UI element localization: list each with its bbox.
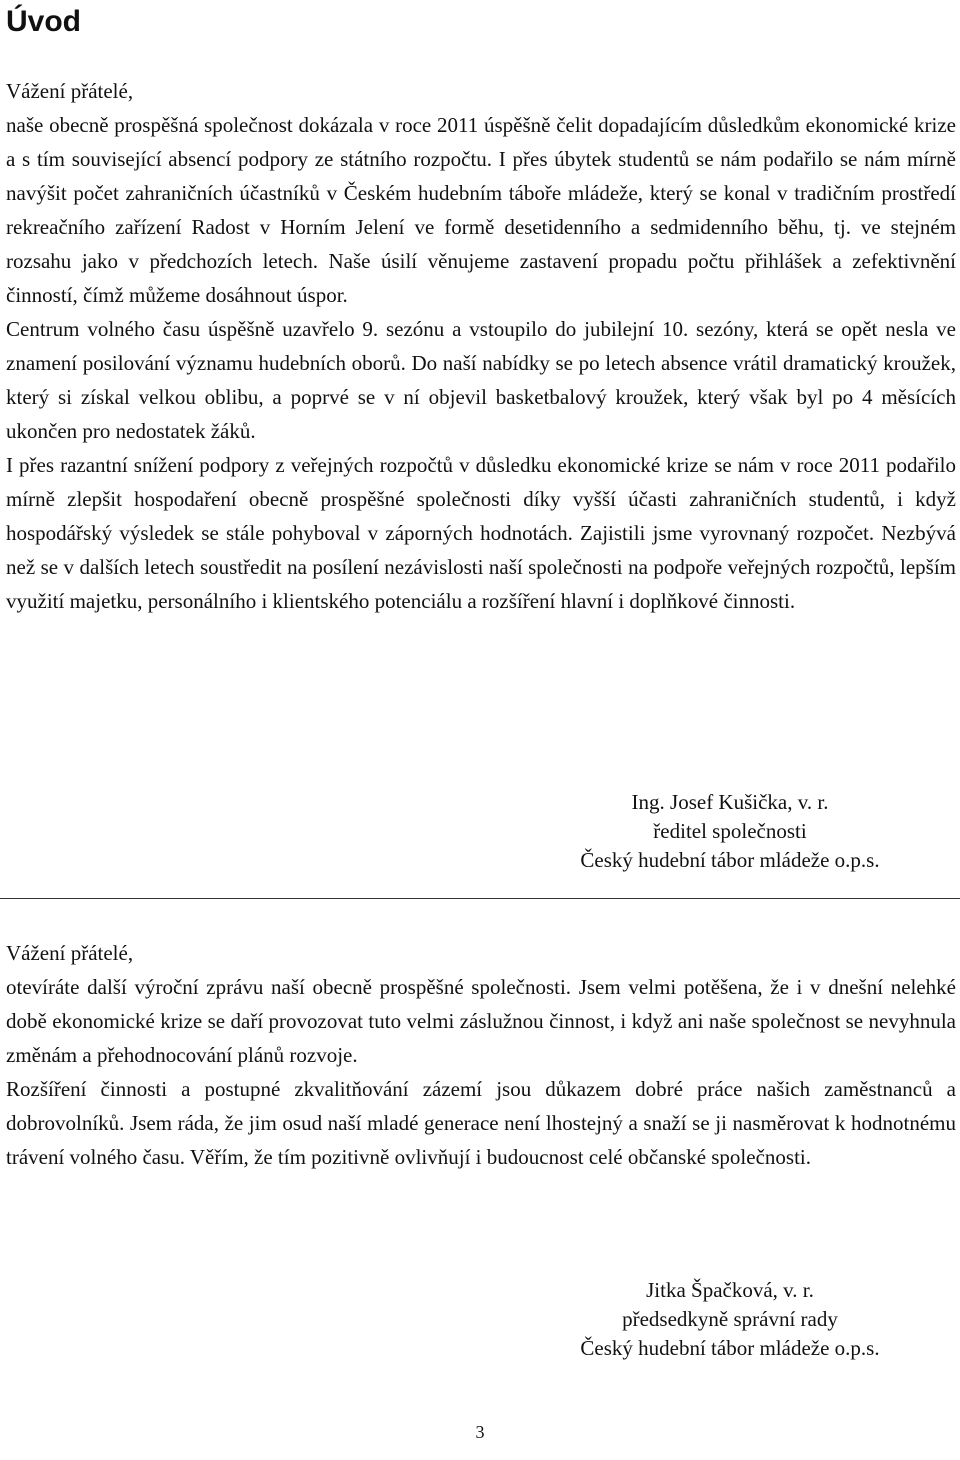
page-number: 3 (475, 1422, 485, 1442)
signatory-role: předsedkyně správní rady (622, 1307, 838, 1331)
greeting: Vážení přátelé, (6, 79, 134, 103)
paragraph: I přes razantní snížení podpory z veřejných rozpočtů v důsledku ekonomické krize se nám v roce 2011 podařilo mírně zlepšit hospodaření obecně prospěšné společnosti díky vyšší účasti zahraničních studentů, i když hospodářský výsledek se stále pohyboval v záporných hodnotách. Zajistili jsme vyrovnaný rozpočet. Nezbývá než se v dalších letech soustředit na posílení nezávislosti naší společnosti na podpoře veřejných rozpočtů, lepším využití majetku, personálního i klientského potenciálu a rozšíření hlavní i doplňkové činnosti. (6, 453, 956, 613)
paragraph: naše obecně prospěšná společnost dokázala v roce 2011 úspěšně čelit dopadajícím důsledkům ekonomické krize a s tím související absencí podpory ze státního rozpočtu. I přes úbytek studentů se nám podařilo se nám mírně navýšit počet zahraničních účastníků v Českém hudebním táboře mládeže, který se konal v tradičním prostředí rekreačního zařízení Radost v Horním Jelení ve formě desetidenního a sedmidenního běhu, tj. ve stejném rozsahu jako v předchozích letech. Naše úsilí věnujeme zastavení propadu počtu přihlášek a zefektivnění činností, čímž můžeme dosáhnout úspor. (6, 113, 956, 307)
signatory-name: Jitka Špačková, v. r. (646, 1278, 814, 1302)
signatory-organization: Český hudební tábor mládeže o.p.s. (580, 848, 880, 872)
signatory-organization: Český hudební tábor mládeže o.p.s. (580, 1336, 880, 1360)
signatory-role: ředitel společnosti (653, 819, 807, 843)
board-chair-letter (6, 936, 956, 1174)
paragraph: Rozšíření činnosti a postupné zkvalitňování zázemí jsou důkazem dobré práce našich zaměstnanců a dobrovolníků. Jsem ráda, že jim osud naší mladé generace není lhostejný a snaží se ji nasměrovat k hodnotnému trávení volného času. Věřím, že tím pozitivně ovlivňují i budoucnost celé občanské společnosti. (6, 1077, 956, 1169)
paragraph: Centrum volného času úspěšně uzavřelo 9. sezónu a vstoupilo do jubilejní 10. sezóny, která se opět nesla ve znamení posilování významu hudebních oborů. Do naší nabídky se po letech absence vrátil dramatický kroužek, který si získal velkou oblibu, a poprvé se v ní objevil basketbalový kroužek, který však byl po 4 měsících ukončen pro nedostatek žáků. (6, 317, 956, 443)
page-title: Úvod (6, 5, 81, 38)
section-divider (0, 898, 960, 899)
board-chair-signature (460, 1276, 960, 1363)
director-letter (6, 74, 956, 618)
director-signature (460, 788, 960, 875)
paragraph: otevíráte další výroční zprávu naší obecně prospěšné společnosti. Jsem velmi potěšena, že i v dnešní nelehké době ekonomické krize se daří provozovat tuto velmi záslužnou činnost, i když ani naše společnost se nevyhnula změnám a přehodnocování plánů rozvoje. (6, 975, 956, 1067)
greeting: Vážení přátelé, (6, 941, 134, 965)
signatory-name: Ing. Josef Kušička, v. r. (631, 790, 829, 814)
